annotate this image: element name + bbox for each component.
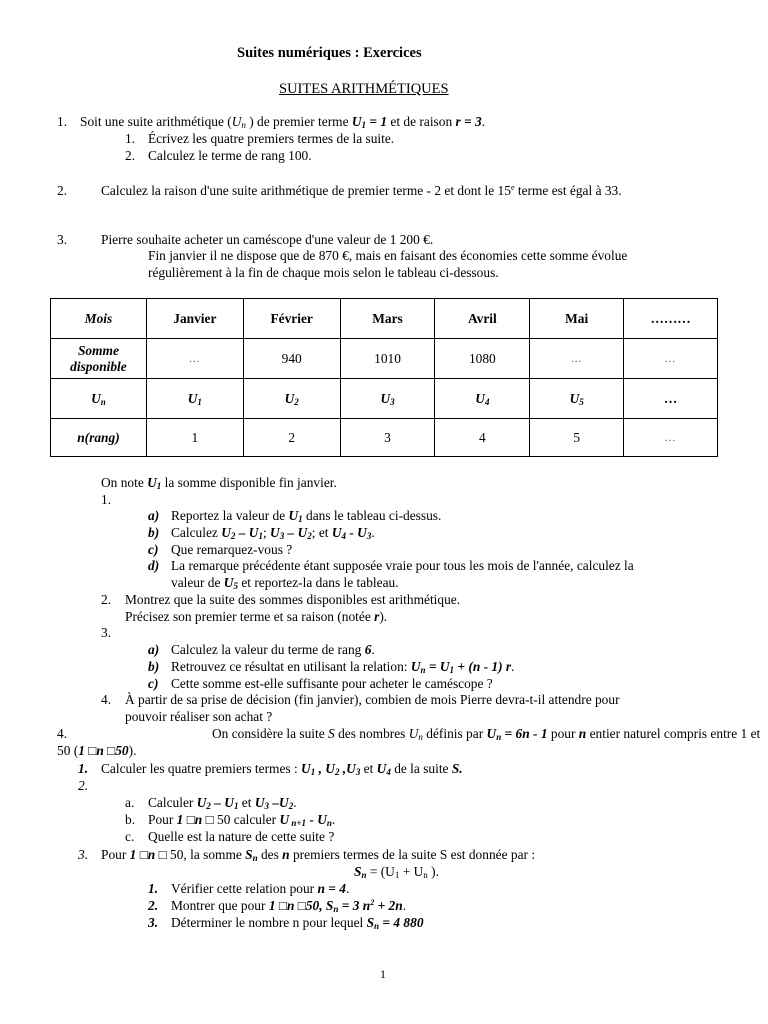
table-row (51, 419, 718, 457)
ex1-intro: Soit une suite arithmétique ($U_n$ ) de premier terme $U_1 = 1$ et de raison r = 3. (80, 114, 486, 130)
ex3-p1-number: 1. (101, 492, 112, 507)
table-month: Mars (340, 299, 435, 339)
table-row (51, 299, 718, 339)
ex4-q3-1: Vérifier cette relation pour n = 4. (171, 881, 350, 896)
table-cell: … (530, 339, 624, 379)
table-header-mois: Mois (51, 299, 147, 339)
ex4-q2a-label: a. (125, 795, 135, 810)
ex1-q1-number: 1. (125, 131, 136, 146)
ex4-q3-2: Montrer que pour 1 □n □50, $S_n = 3$ $n^2 + 2n$. (171, 898, 407, 914)
ex4-q2a: Calculer $U_2 - U_1$ et $U_3$ $-U_2$. (148, 795, 297, 811)
table-cell: $U_2$ (243, 379, 340, 419)
ex3-line1: Pierre souhaite acheter un caméscope d'une valeur de 1 200 €. (101, 232, 434, 247)
ex3-note: On note $U_1$ la somme disponible fin janvier. (101, 475, 337, 491)
table-cell: 3 (340, 419, 435, 457)
ex4-q1-number: 1. (78, 761, 89, 776)
ex3-p1b-label: b) (148, 525, 160, 540)
ex1-number: 1. (57, 114, 68, 129)
ex3-p1d-label: d) (148, 558, 160, 573)
table-cell: 4 (435, 419, 530, 457)
ex3-p3-number: 3. (101, 625, 112, 640)
ex3-p1b: Calculez $U_2 - U_1$; $U_3 - U_2$; et $U_4 - U_3$. (171, 525, 375, 541)
ex4-q3-3: Déterminer le nombre n pour lequel $S_n = 4$ 880 (171, 915, 424, 931)
ex4-q3-1-label: 1. (148, 881, 159, 896)
table-header-somme: Somme disponible (51, 339, 147, 379)
ex3-p2-line2: Précisez son premier terme et sa raison (notée r). (125, 609, 388, 624)
table-month: Janvier (146, 299, 243, 339)
ex3-p2-number: 2. (101, 592, 112, 607)
ex3-p3b-label: b) (148, 659, 160, 674)
ex4-q3-number: 3. (78, 847, 89, 862)
ex1-q1: Écrivez les quatre premiers termes de la suite. (148, 131, 395, 146)
ex2-text: Calculez la raison d'une suite arithmétique de premier terme - 2 et dont le 15e terme est égal à 33. (101, 183, 622, 198)
ex1-q2: Calculez le terme de rang 100. (148, 148, 312, 163)
table-cell: 1080 (435, 339, 530, 379)
ex4-q2b-label: b. (125, 812, 136, 827)
ex4-q3-2-label: 2. (148, 898, 159, 913)
ex4-q2-number: 2. (78, 778, 89, 793)
table-cell: 1 (146, 419, 243, 457)
table-cell: $U_4$ (435, 379, 530, 419)
ex4-q3: Pour 1 □n □ 50, la somme $S_n$ des n premiers termes de la suite S est donnée par : (101, 847, 536, 863)
ex4-line2: 50 (1 □n □50). (57, 743, 137, 758)
ex3-p3a-label: a) (148, 642, 160, 657)
table-cell: $U_1$ (146, 379, 243, 419)
ex3-p3b: Retrouvez ce résultat en utilisant la relation: $U_n = U_1 + (n - 1)$ r. (171, 659, 515, 675)
ex3-p4-number: 4. (101, 692, 112, 707)
ex3-p3c: Cette somme est-elle suffisante pour acheter le caméscope ? (171, 676, 493, 691)
table-cell: 5 (530, 419, 624, 457)
ex4-q2b: Pour 1 □n □ 50 calculer U $_{n+1} - U_n$. (148, 812, 336, 828)
table-cell: 2 (243, 419, 340, 457)
ex3-p3c-label: c) (148, 676, 159, 691)
ex3-p1c-label: c) (148, 542, 159, 557)
ex4-q3-formula: $S_n = (U_1 + U_n$ ). (354, 864, 439, 880)
ex3-p3a: Calculez la valeur du terme de rang 6. (171, 642, 375, 657)
ex3-p1d-line2: valeur de $U_5$ et reportez-la dans le tableau. (171, 575, 399, 591)
ex3-p1c: Que remarquez-vous ? (171, 542, 293, 557)
ex2-number: 2. (57, 183, 68, 198)
table-cell: $U_5$ (530, 379, 624, 419)
table-cell: 940 (243, 339, 340, 379)
table-month: ……… (624, 299, 718, 339)
ex4-q1: Calculer les quatre premiers termes : $U_1$ , $U_2$ $,U_3$ et $U_4$ de la suite S. (101, 761, 463, 777)
ex4-line1: On considère la suite S des nombres $U_n$ définis par $U_n = 6n - 1$ pour n entier naturel compris entre 1 et (212, 726, 761, 742)
table-cell: … (624, 339, 718, 379)
ex4-q3-3-label: 3. (148, 915, 159, 930)
savings-table (50, 298, 718, 457)
table-cell: 1010 (340, 339, 435, 379)
table-cell: … (624, 379, 718, 419)
table-cell: … (146, 339, 243, 379)
ex1-q2-number: 2. (125, 148, 136, 163)
ex3-p4-line1: À partir de sa prise de décision (fin janvier), combien de mois Pierre devra-t-il attendre pour (125, 692, 620, 707)
ex3-p1d-line1: La remarque précédente étant supposée vraie pour tous les mois de l'année, calculez la (171, 558, 634, 573)
page-number: 1 (380, 967, 386, 981)
ex3-p2-line1: Montrez que la suite des sommes disponibles est arithmétique. (125, 592, 461, 607)
table-month: Mai (530, 299, 624, 339)
ex3-p1a: Reportez la valeur de $U_1$ dans le tableau ci-dessus. (171, 508, 442, 524)
ex4-q2c-label: c. (125, 829, 135, 844)
table-header-un: $U_n$ (51, 379, 147, 419)
table-row (51, 339, 718, 379)
ex3-line2: Fin janvier il ne dispose que de 870 €, mais en faisant des économies cette somme évolue (148, 248, 628, 263)
ex4-number: 4. (57, 726, 68, 741)
table-month: Février (243, 299, 340, 339)
document-title: Suites numériques : Exercices (237, 45, 422, 61)
ex3-number: 3. (57, 232, 68, 247)
table-header-rang: n(rang) (51, 419, 147, 457)
ex3-p4-line2: pouvoir réaliser son achat ? (125, 709, 273, 724)
section-title: SUITES ARITHMÉTIQUES (279, 81, 449, 97)
table-cell: … (624, 419, 718, 457)
table-row (51, 379, 718, 419)
ex3-line3: régulièrement à la fin de chaque mois selon le tableau ci-dessous. (148, 265, 499, 280)
table-cell: $U_3$ (340, 379, 435, 419)
ex3-p1a-label: a) (148, 508, 160, 523)
ex4-q2c: Quelle est la nature de cette suite ? (148, 829, 335, 844)
table-month: Avril (435, 299, 530, 339)
